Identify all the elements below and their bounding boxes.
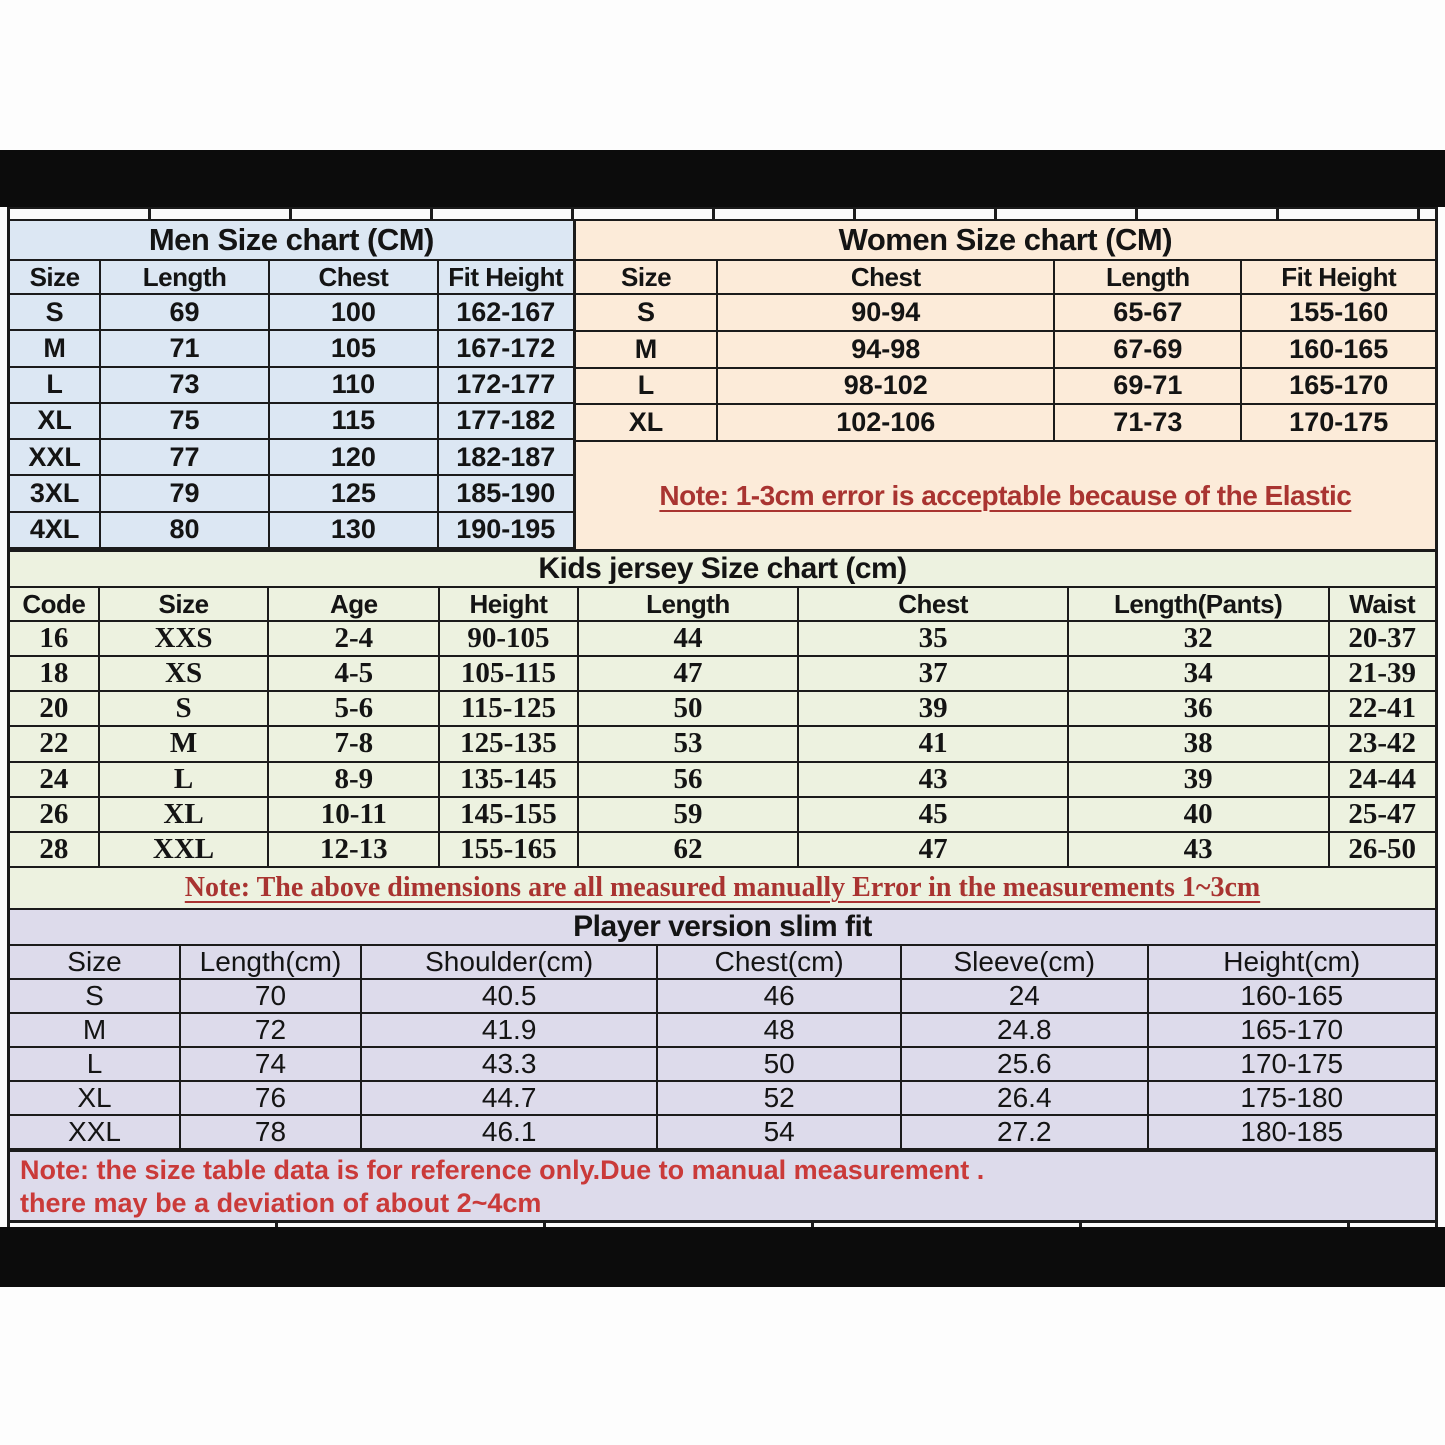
table-cell: 41	[799, 727, 1068, 762]
table-cell: 172-177	[439, 368, 573, 404]
table-cell: 44.7	[362, 1082, 658, 1116]
table-cell: 2-4	[269, 622, 440, 657]
table-cell: 3XL	[10, 476, 101, 512]
table-cell: 40.5	[362, 980, 658, 1014]
table-cell: 20	[10, 692, 100, 727]
table-cell: XL	[100, 798, 270, 833]
table-cell: 105-115	[440, 657, 578, 692]
table-cell: 24-44	[1330, 763, 1435, 798]
table-cell: 39	[1069, 763, 1330, 798]
column-header-cell: Size	[10, 946, 181, 980]
table-cell: 43	[799, 763, 1068, 798]
column-header-cell: Height	[440, 588, 578, 622]
table-cell: L	[100, 763, 270, 798]
table-row	[10, 440, 573, 476]
table-cell: 26	[10, 798, 100, 833]
table-cell: 4-5	[269, 657, 440, 692]
table-cell: 8-9	[269, 763, 440, 798]
table-cell: 160-165	[1149, 980, 1435, 1014]
table-row	[10, 622, 1435, 657]
table-cell: 155-165	[440, 833, 578, 868]
table-cell: 80	[101, 513, 270, 549]
men-size-table	[10, 221, 576, 549]
table-cell: 90-94	[718, 295, 1055, 332]
table-row	[10, 404, 573, 440]
women-size-table	[576, 221, 1435, 549]
column-header-cell: Shoulder(cm)	[362, 946, 658, 980]
table-cell: XL	[576, 405, 719, 442]
table-cell: 22	[10, 727, 100, 762]
table-cell: 120	[270, 440, 439, 476]
table-cell: 22-41	[1330, 692, 1435, 727]
table-cell: 115-125	[440, 692, 578, 727]
table-cell: 162-167	[439, 295, 573, 331]
table-cell: 10-11	[269, 798, 440, 833]
table-cell: 71-73	[1055, 405, 1242, 442]
table-cell: 130	[270, 513, 439, 549]
table-cell: 56	[579, 763, 800, 798]
table-cell: L	[576, 369, 719, 406]
table-cell: 43	[1069, 833, 1330, 868]
table-cell: 26.4	[902, 1082, 1149, 1116]
column-header-cell: Length	[1055, 261, 1242, 295]
table-cell: 190-195	[439, 513, 573, 549]
table-cell: 45	[799, 798, 1068, 833]
column-header-cell: Chest	[718, 261, 1055, 295]
table-cell: 53	[579, 727, 800, 762]
table-row	[10, 476, 573, 512]
table-cell: 50	[658, 1048, 902, 1082]
table-cell: 70	[181, 980, 362, 1014]
table-row	[10, 763, 1435, 798]
women-elastic-note: Note: 1-3cm error is acceptable because of the Elastic	[659, 479, 1352, 511]
column-header-cell: Size	[100, 588, 270, 622]
kids-note-row	[10, 868, 1435, 908]
table-cell: 180-185	[1149, 1116, 1435, 1150]
table-row	[10, 946, 1435, 980]
column-header-cell: Length	[579, 588, 800, 622]
spreadsheet-partial-row-top	[10, 209, 1435, 219]
table-cell: 50	[579, 692, 800, 727]
table-cell: 54	[658, 1116, 902, 1150]
table-row	[10, 513, 573, 549]
table-row	[10, 1014, 1435, 1048]
table-cell: M	[100, 727, 270, 762]
table-cell: 44	[579, 622, 800, 657]
column-header-cell: Fit Height	[439, 261, 573, 295]
table-cell: 40	[1069, 798, 1330, 833]
table-cell: 38	[1069, 727, 1330, 762]
size-chart-sheet	[7, 207, 1438, 1227]
footer-disclaimer-note	[10, 1150, 1435, 1220]
column-header-cell: Waist	[1330, 588, 1435, 622]
column-header-cell: Chest	[270, 261, 439, 295]
table-row	[10, 980, 1435, 1014]
table-cell: M	[10, 331, 101, 367]
table-cell: 4XL	[10, 513, 101, 549]
table-cell: 145-155	[440, 798, 578, 833]
women-note-area	[576, 442, 1435, 549]
column-header-cell: Height(cm)	[1149, 946, 1435, 980]
table-cell: 155-160	[1242, 295, 1434, 332]
table-row	[10, 588, 1435, 622]
top-black-band	[0, 150, 1445, 207]
column-header-cell: Length	[101, 261, 270, 295]
table-cell: 59	[579, 798, 800, 833]
men-women-tables-row	[10, 219, 1435, 549]
table-cell: 41.9	[362, 1014, 658, 1048]
table-cell: 78	[181, 1116, 362, 1150]
player-version-table	[10, 908, 1435, 1150]
table-cell: M	[576, 332, 719, 369]
column-header-cell: Chest	[799, 588, 1068, 622]
table-cell: 48	[658, 1014, 902, 1048]
table-cell: 185-190	[439, 476, 573, 512]
table-cell: 24.8	[902, 1014, 1149, 1048]
table-row	[576, 405, 1435, 442]
table-cell: XXL	[10, 1116, 181, 1150]
table-row	[10, 368, 573, 404]
table-cell: 79	[101, 476, 270, 512]
table-cell: 21-39	[1330, 657, 1435, 692]
table-cell: S	[100, 692, 270, 727]
table-row	[10, 1082, 1435, 1116]
table-cell: 69	[101, 295, 270, 331]
table-row	[10, 295, 573, 331]
footer-note-line1: Note: the size table data is for reference only.Due to manual measurement .	[20, 1155, 985, 1185]
kids-size-table	[10, 549, 1435, 908]
table-row	[10, 798, 1435, 833]
table-cell: 46.1	[362, 1116, 658, 1150]
table-cell: 135-145	[440, 763, 578, 798]
women-table-title: Women Size chart (CM)	[576, 221, 1435, 261]
footer-note-line2: there may be a deviation of about 2~4cm	[20, 1188, 542, 1218]
table-cell: 47	[579, 657, 800, 692]
table-cell: 167-172	[439, 331, 573, 367]
table-cell: 125	[270, 476, 439, 512]
table-cell: 32	[1069, 622, 1330, 657]
table-cell: 47	[799, 833, 1068, 868]
table-cell: 182-187	[439, 440, 573, 476]
table-cell: XXS	[100, 622, 270, 657]
table-cell: L	[10, 1048, 181, 1082]
table-row	[10, 1116, 1435, 1150]
table-cell: 67-69	[1055, 332, 1242, 369]
table-cell: 16	[10, 622, 100, 657]
table-cell: 18	[10, 657, 100, 692]
table-cell: XL	[10, 1082, 181, 1116]
kids-measurement-note: Note: The above dimensions are all measured manually Error in the measurements 1~3cm	[184, 872, 1261, 903]
table-cell: 170-175	[1149, 1048, 1435, 1082]
table-cell: XS	[100, 657, 270, 692]
table-row	[576, 261, 1435, 295]
table-cell: 46	[658, 980, 902, 1014]
table-cell: S	[10, 980, 181, 1014]
table-cell: 94-98	[718, 332, 1055, 369]
player-table-body	[10, 980, 1435, 1150]
table-cell: 115	[270, 404, 439, 440]
table-cell: 34	[1069, 657, 1330, 692]
table-cell: XL	[10, 404, 101, 440]
table-cell: 24	[10, 763, 100, 798]
men-table-title: Men Size chart (CM)	[10, 221, 573, 261]
kids-table-title: Kids jersey Size chart (cm)	[10, 552, 1435, 588]
table-cell: 77	[101, 440, 270, 476]
table-row	[10, 261, 573, 295]
table-cell: 110	[270, 368, 439, 404]
table-cell: 175-180	[1149, 1082, 1435, 1116]
table-cell: XXL	[10, 440, 101, 476]
table-cell: 73	[101, 368, 270, 404]
table-cell: S	[10, 295, 101, 331]
table-cell: 43.3	[362, 1048, 658, 1082]
table-cell: 39	[799, 692, 1068, 727]
table-row	[10, 833, 1435, 868]
column-header-cell: Sleeve(cm)	[902, 946, 1149, 980]
column-header-cell: Size	[10, 261, 101, 295]
women-table-header	[576, 261, 1435, 295]
table-cell: 37	[799, 657, 1068, 692]
table-row	[10, 692, 1435, 727]
column-header-cell: Code	[10, 588, 100, 622]
kids-table-body	[10, 622, 1435, 868]
column-header-cell: Fit Height	[1242, 261, 1434, 295]
table-row	[10, 1048, 1435, 1082]
table-cell: L	[10, 368, 101, 404]
column-header-cell: Chest(cm)	[658, 946, 902, 980]
table-cell: S	[576, 295, 719, 332]
table-cell: 72	[181, 1014, 362, 1048]
table-cell: 75	[101, 404, 270, 440]
table-cell: 125-135	[440, 727, 578, 762]
column-header-cell: Size	[576, 261, 719, 295]
table-cell: 36	[1069, 692, 1330, 727]
table-cell: 76	[181, 1082, 362, 1116]
table-cell: 74	[181, 1048, 362, 1082]
table-cell: 100	[270, 295, 439, 331]
column-header-cell: Age	[269, 588, 440, 622]
table-cell: 160-165	[1242, 332, 1434, 369]
table-cell: 165-170	[1149, 1014, 1435, 1048]
table-row	[10, 727, 1435, 762]
table-cell: 71	[101, 331, 270, 367]
men-table-body	[10, 295, 573, 549]
table-cell: 20-37	[1330, 622, 1435, 657]
table-cell: 177-182	[439, 404, 573, 440]
table-cell: 62	[579, 833, 800, 868]
men-table-header	[10, 261, 573, 295]
table-cell: 65-67	[1055, 295, 1242, 332]
table-row	[576, 369, 1435, 406]
table-row	[10, 331, 573, 367]
table-cell: 165-170	[1242, 369, 1434, 406]
table-cell: 25.6	[902, 1048, 1149, 1082]
table-cell: 105	[270, 331, 439, 367]
column-header-cell: Length(cm)	[181, 946, 362, 980]
bottom-black-band	[0, 1227, 1445, 1287]
table-row	[576, 295, 1435, 332]
table-row	[576, 332, 1435, 369]
column-header-cell: Length(Pants)	[1069, 588, 1330, 622]
table-cell: 69-71	[1055, 369, 1242, 406]
table-row	[10, 657, 1435, 692]
table-cell: 26-50	[1330, 833, 1435, 868]
table-cell: 102-106	[718, 405, 1055, 442]
table-cell: XXL	[100, 833, 270, 868]
table-cell: 52	[658, 1082, 902, 1116]
table-cell: 24	[902, 980, 1149, 1014]
player-table-title: Player version slim fit	[10, 910, 1435, 946]
table-cell: 90-105	[440, 622, 578, 657]
table-cell: 5-6	[269, 692, 440, 727]
table-cell: 170-175	[1242, 405, 1434, 442]
table-cell: 12-13	[269, 833, 440, 868]
table-cell: 98-102	[718, 369, 1055, 406]
table-cell: 35	[799, 622, 1068, 657]
table-cell: 28	[10, 833, 100, 868]
table-cell: 25-47	[1330, 798, 1435, 833]
kids-table-header	[10, 588, 1435, 622]
player-table-header	[10, 946, 1435, 980]
table-cell: 7-8	[269, 727, 440, 762]
table-cell: 27.2	[902, 1116, 1149, 1150]
table-cell: 23-42	[1330, 727, 1435, 762]
table-cell: M	[10, 1014, 181, 1048]
women-table-body	[576, 295, 1435, 442]
